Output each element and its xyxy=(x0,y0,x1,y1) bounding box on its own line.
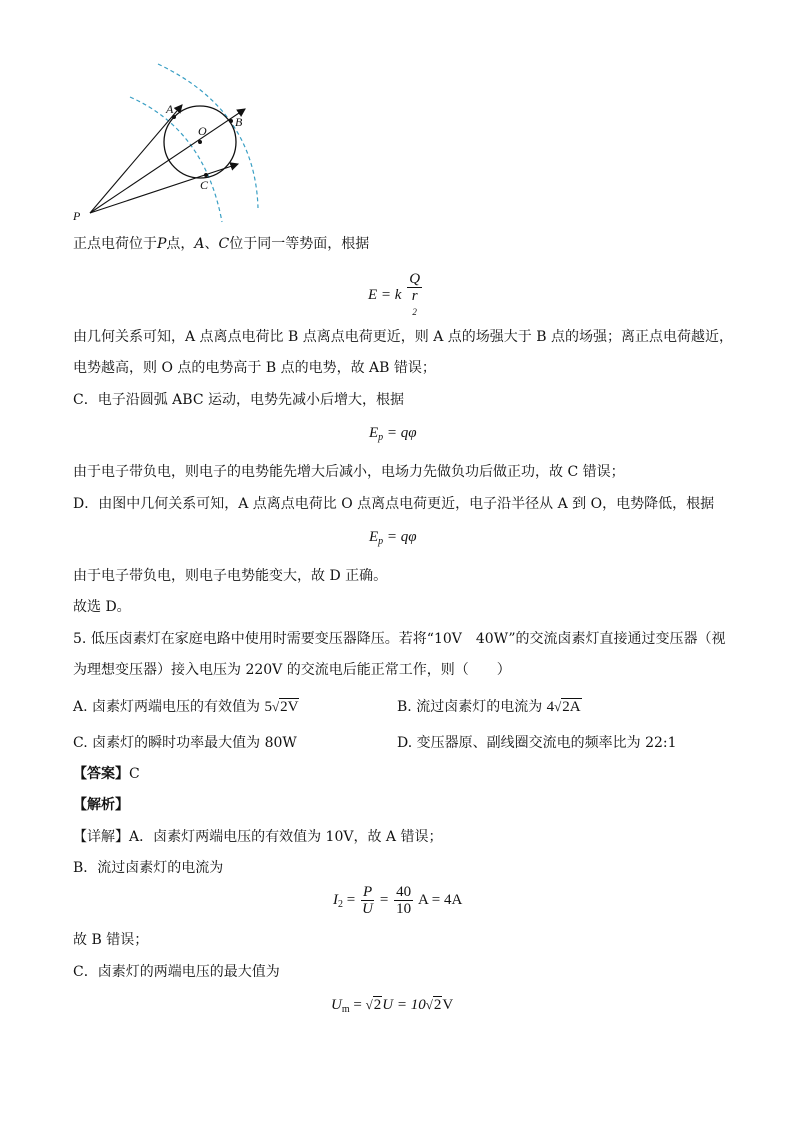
eq-fraction-1 xyxy=(361,884,374,917)
text-line-3: 电势越高，则 O 点的电势高于 B 点的电势，故 AB 错误； xyxy=(73,360,436,376)
equation-max-voltage: $U_m = √2U = 10√2V$ xyxy=(331,997,454,1015)
eq-sqrt-2: 2 xyxy=(433,997,442,1013)
text-span: P xyxy=(157,236,167,252)
option-b-text: B. 流过卤素灯的电流为 xyxy=(397,699,543,715)
option-d: D. 变压器原、副线圈交流电的频率比为 22:1 xyxy=(397,735,677,751)
eq-numerator: 40 xyxy=(396,884,412,900)
text-line-6: D．由图中几何关系可知，A 点离点电荷比 O 点离点电荷更近，电子沿半径从 A 到 O，电势降低，根据 xyxy=(73,496,715,512)
point-b xyxy=(229,119,233,123)
text-line-7: 由于电子带负电，则电子电势能变大，故 D 正确。 xyxy=(73,568,388,584)
eq-unit: V xyxy=(442,997,454,1013)
eq-equals: = xyxy=(349,997,366,1013)
text-line-5: 由于电子带负电，则电子的电势能先增大后减小，电场力先做负功后做正功，故 C 错误； xyxy=(73,464,625,480)
eq-fraction xyxy=(407,271,422,320)
eq-den-sup: 2 xyxy=(412,307,417,317)
ray-pb xyxy=(90,109,245,213)
answer-line xyxy=(73,764,140,784)
eq-den-base: r xyxy=(411,288,418,304)
text-span: C xyxy=(218,236,230,252)
eq-symbol: U xyxy=(331,997,342,1013)
eq-equals: = xyxy=(346,891,356,908)
eq-symbol: E xyxy=(369,529,379,545)
eq-symbol: E xyxy=(369,425,379,441)
label-c: C xyxy=(200,178,209,192)
equation-field-strength xyxy=(368,271,424,320)
option-c: C. 卤素灯的瞬时功率最大值为 80W xyxy=(73,735,297,751)
eq-rhs: A = 4A xyxy=(418,891,463,908)
question-5-line-2: 为理想变压器）接入电压为 220V 的交流电后能正常工作，则（ ） xyxy=(73,662,511,678)
eq-subscript: m xyxy=(341,1004,350,1015)
answer-tag: 【答案】 xyxy=(73,766,129,782)
detail-line-4: C．卤素灯的两端电压的最大值为 xyxy=(73,964,280,980)
text-span: A xyxy=(194,236,205,252)
geometry-figure xyxy=(60,55,280,225)
text-line-1 xyxy=(73,234,369,254)
analysis-tag: 【解析】 xyxy=(73,797,129,813)
equation-current xyxy=(333,884,462,917)
eq-equals: = xyxy=(379,891,389,908)
text-span: 位于同一等势面，根据 xyxy=(229,236,370,252)
label-a: A xyxy=(166,102,174,116)
text-span: 正点电荷位于 xyxy=(73,236,157,252)
option-b-value: 4 xyxy=(546,699,555,715)
text-line-2: 由几何关系可知，A 点离点电荷比 B 点离点电荷更近，则 A 点的场强大于 B 点的场强；离正点电荷越近， xyxy=(73,329,733,345)
detail-line-2: B．流过卤素灯的电流为 xyxy=(73,860,224,876)
eq-mid: U = 10 xyxy=(382,997,426,1013)
point-c xyxy=(204,173,208,177)
label-b: B xyxy=(235,115,243,129)
eq-symbol: I xyxy=(333,891,338,908)
eq-subscript: 2 xyxy=(338,898,343,910)
question-5-line-1: 5. 低压卤素灯在家庭电路中使用时需要变压器降压。若将“10V 40W”的交流卤素灯直接通过变压器（视 xyxy=(73,631,726,647)
eq-fraction-2 xyxy=(394,884,413,917)
eq-sqrt-1: 2 xyxy=(373,997,382,1013)
text-span: 点， xyxy=(166,236,195,252)
point-o xyxy=(198,140,202,144)
equation-potential-energy-1 xyxy=(369,425,417,443)
ray-pc xyxy=(90,164,238,213)
label-p: P xyxy=(73,209,81,223)
option-a-unit: 2V xyxy=(280,699,299,715)
eq-subscript: p xyxy=(378,432,384,443)
eq-rhs: = qφ xyxy=(383,529,417,545)
text-line-4: C．电子沿圆弧 ABC 运动，电势先减小后增大，根据 xyxy=(73,392,404,408)
eq-numerator: P xyxy=(362,884,373,900)
eq-denominator: U xyxy=(362,901,373,917)
option-b-unit: 2A xyxy=(562,699,581,715)
eq-denominator: 10 xyxy=(396,901,412,917)
equation-potential-energy-2 xyxy=(369,529,417,547)
option-a: A. 卤素灯两端电压的有效值为 5√2V xyxy=(73,699,299,715)
eq-lhs: E = k xyxy=(368,286,402,303)
eq-numerator: Q xyxy=(409,271,421,287)
eq-rhs: = qφ xyxy=(383,425,417,441)
option-a-value: 5 xyxy=(264,699,272,715)
eq-subscript: p xyxy=(378,536,384,547)
option-b: B. 流过卤素灯的电流为 4√2A xyxy=(397,699,581,715)
answer-value: C xyxy=(129,766,140,782)
eq-denominator xyxy=(407,288,422,320)
text-span: 、 xyxy=(204,236,219,252)
text-line-8: 故选 D。 xyxy=(73,599,131,615)
label-o: O xyxy=(198,124,207,138)
option-a-text: A. 卤素灯两端电压的有效值为 xyxy=(73,699,261,715)
detail-line-1: 【详解】A．卤素灯两端电压的有效值为 10V，故 A 错误； xyxy=(73,829,443,845)
detail-line-3: 故 B 错误； xyxy=(73,932,149,948)
